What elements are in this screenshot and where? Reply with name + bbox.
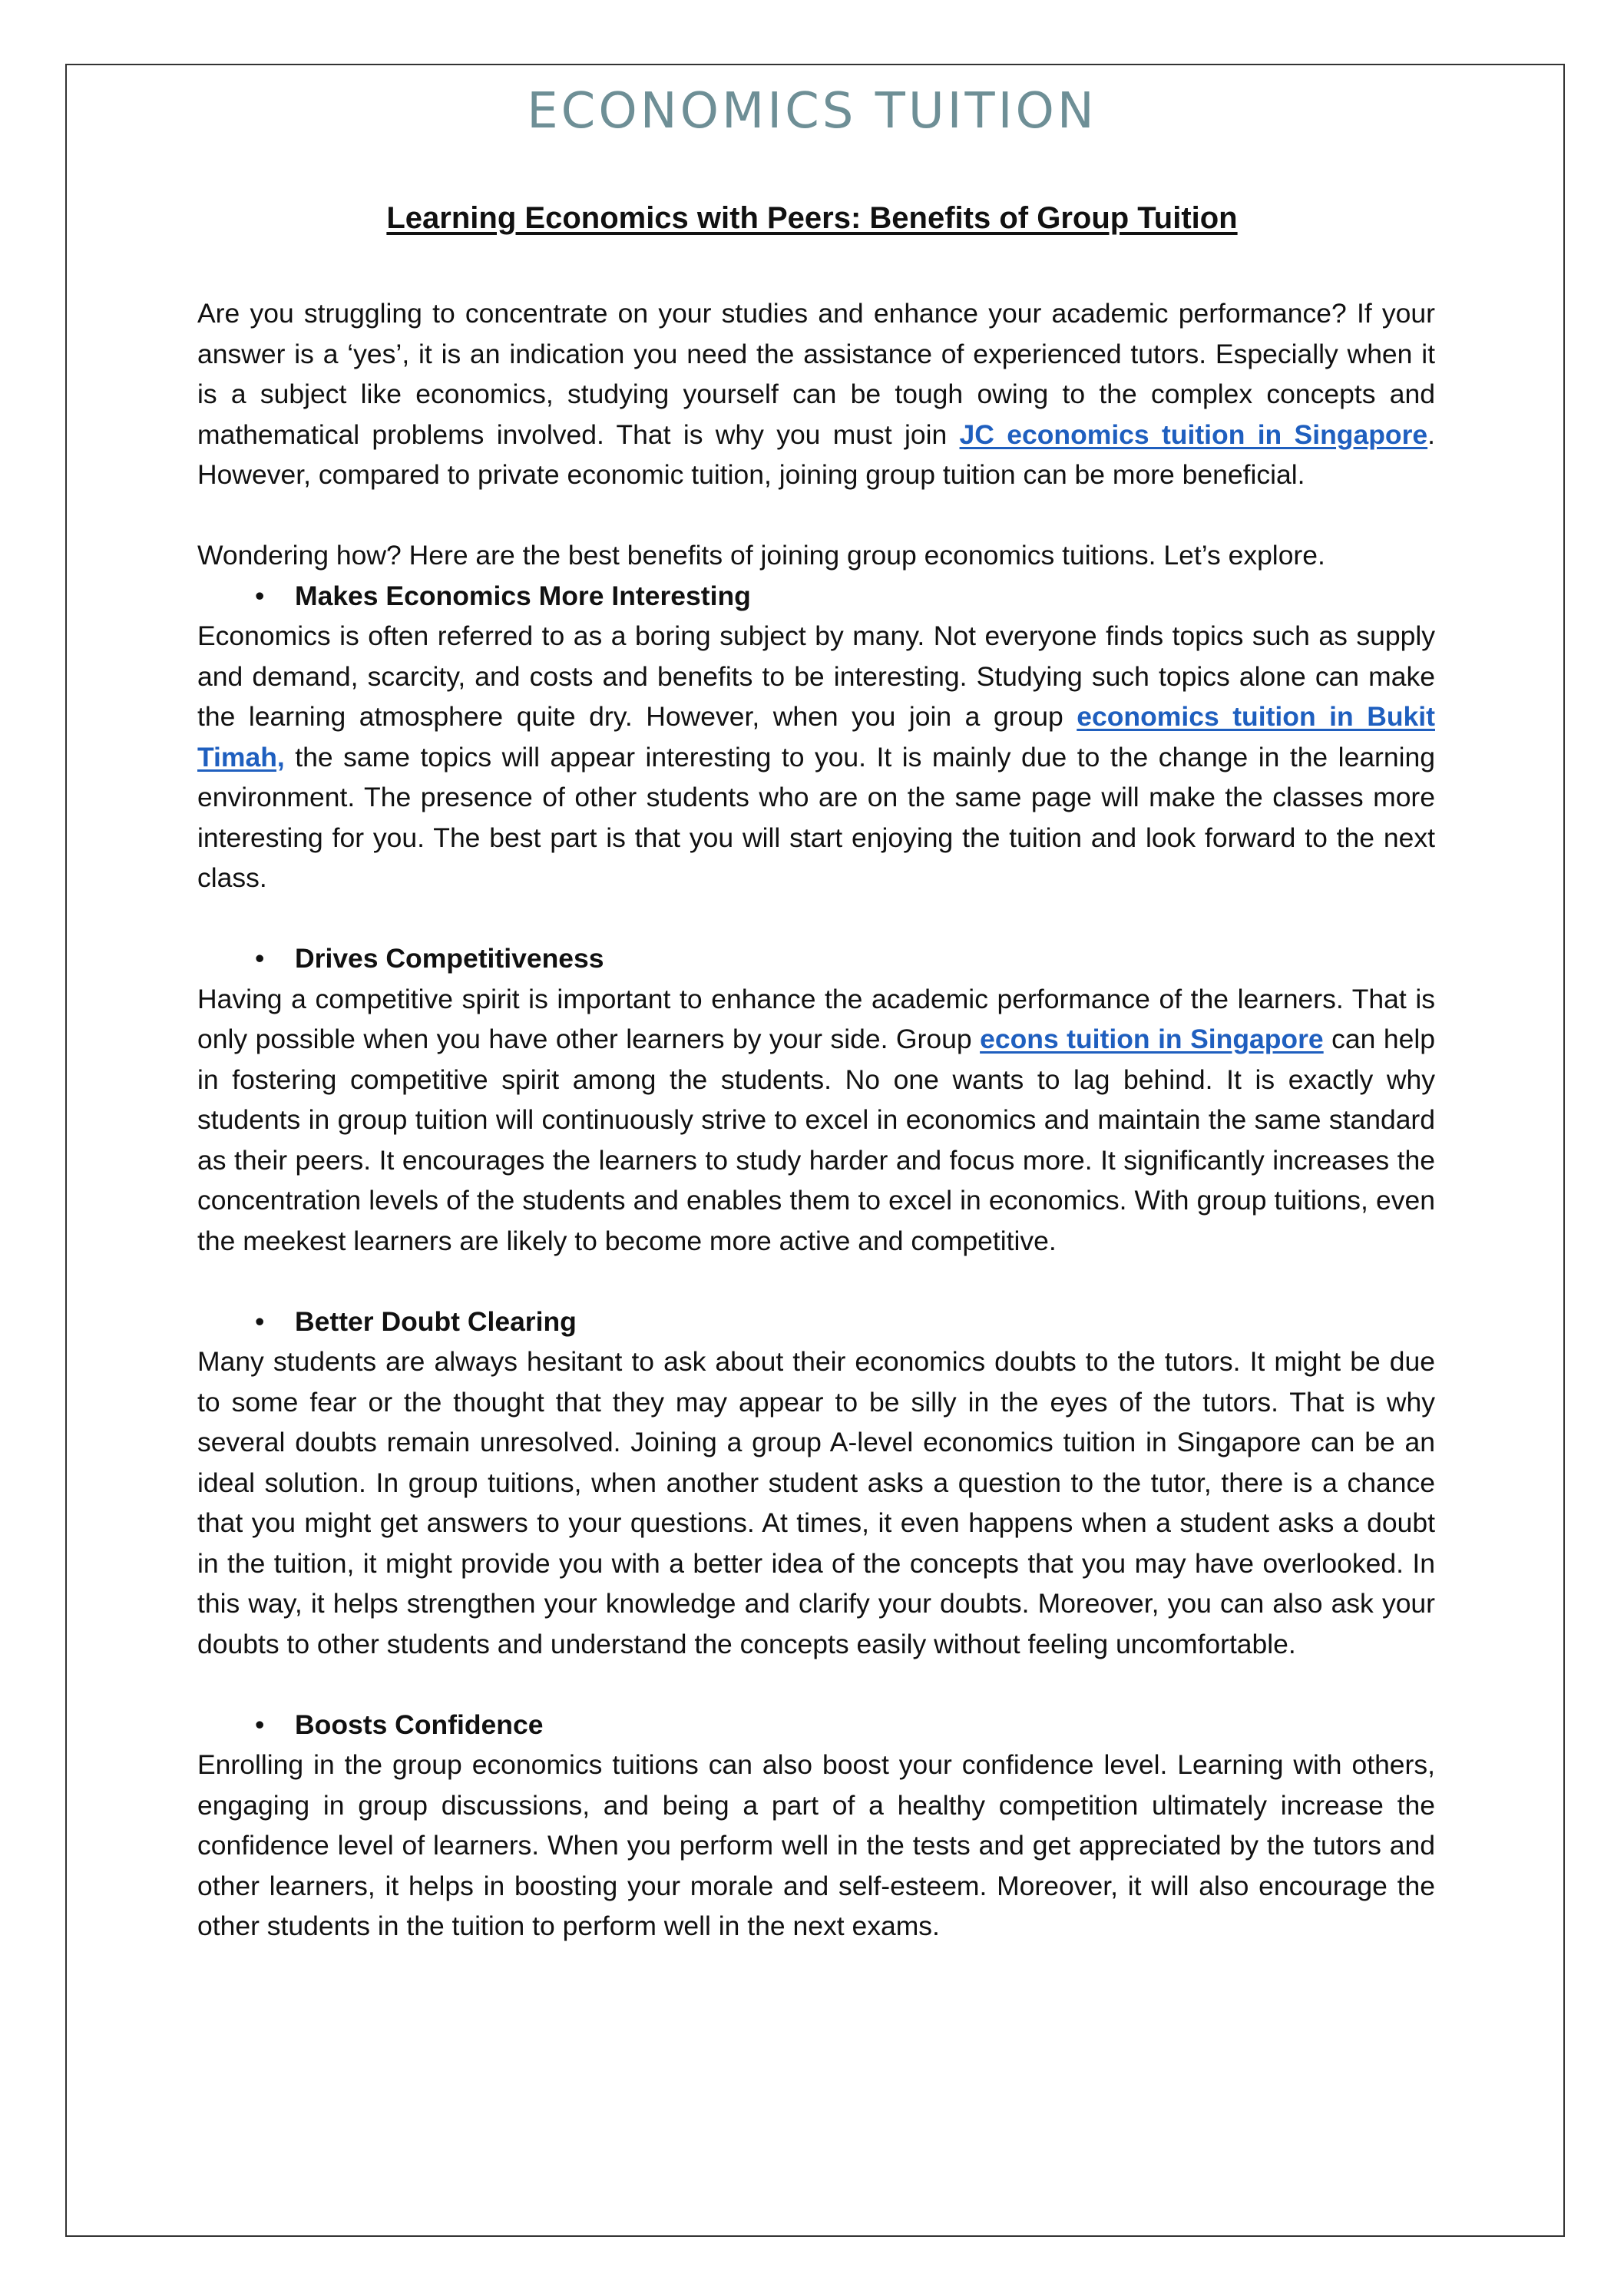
spacer	[197, 495, 1435, 536]
section-heading	[197, 1705, 1435, 1745]
spacer	[197, 1664, 1435, 1705]
section-heading-text: Boosts Confidence	[295, 1709, 544, 1740]
spacer	[197, 1261, 1435, 1302]
bullet-icon: •	[255, 943, 265, 974]
section-heading-text: Makes Economics More Interesting	[295, 580, 751, 611]
intro-text-after-link: . However, compared to private economic tuition, joining group tuition can be more beneficial.	[197, 419, 1435, 490]
econs-tuition-singapore-link[interactable]: econs tuition in Singapore	[980, 1024, 1324, 1054]
section-heading	[197, 938, 1435, 979]
section-text-before-link: Economics is often referred to as a boring subject by many. Not everyone finds topics such as supply and demand, scarcity, and costs and benefits to be interesting. Studying such topics alone can make the learning atmosphere quite dry. However, when you join a group	[197, 620, 1435, 732]
section-heading-text: Drives Competitiveness	[295, 943, 604, 974]
document-body	[197, 293, 1435, 1947]
logo-text: ECONOMICS TUITION	[527, 83, 1097, 140]
section-text-before-link: Having a competitive spirit is important to enhance the academic performance of the learners. That is only possible when you have other learners by your side. Group	[197, 983, 1435, 1054]
section-paragraph: Enrolling in the group economics tuitions can also boost your confidence level. Learning with others, engaging in group discussions, and being a part of a healthy competition ultimately increase the confidence level of learners. When you perform well in the tests and get appreciated by the tutors and other learners, it helps in boosting your morale and self-esteem. Moreover, it will also encourage the other students in the tuition to perform well in the next exams.	[197, 1749, 1435, 1941]
section-text-after-link: can help in fostering competitive spirit among the students. No one wants to lag behind. It is exactly why students in group tuition will continuously strive to excel in economics and maintain the same standard as their peers. It encourages the learners to study harder and focus more. It significantly increases the concentration levels of the students and enables them to excel in economics. With group tuitions, even the meekest learners are likely to become more active and competitive.	[197, 1024, 1435, 1256]
section-paragraph	[197, 616, 1435, 898]
bullet-icon: •	[255, 1305, 265, 1337]
intro-paragraph	[197, 293, 1435, 495]
section-heading-text: Better Doubt Clearing	[295, 1305, 577, 1337]
section-heading	[197, 1302, 1435, 1342]
spacer	[197, 898, 1435, 939]
bukit-timah-tuition-link[interactable]: economics tuition in Bukit Timah,	[197, 701, 1435, 773]
section-heading	[197, 576, 1435, 617]
section-paragraph: Many students are always hesitant to ask about their economics doubts to the tutors. It might be due to some fear or the thought that they may appear to be silly in the eyes of the tutors. That is why several doubts remain unresolved. Joining a group A-level economics tuition in Singapore can be an ideal solution. In group tuitions, when another student asks a question to the tutor, there is a chance that you might get answers to your questions. At times, it even happens when a student asks a doubt in the tuition, it might provide you with a better idea of the concepts that you may have overlooked. In this way, it helps strengthen your knowledge and clarify your doubts. Moreover, you can also ask your doubts to other students and understand the concepts easily without feeling uncomfortable.	[197, 1346, 1435, 1659]
bullet-icon: •	[255, 580, 265, 611]
document-title: Learning Economics with Peers: Benefits of Group Tuition	[386, 201, 1238, 235]
lead-in-paragraph: Wondering how? Here are the best benefits of joining group economics tuitions. Let’s explore.	[197, 540, 1325, 571]
section-text-after-link: the same topics will appear interesting to you. It is mainly due to the change in the learning environment. The presence of other students who are on the same page will make the classes more interesting for you. The best part is that you will start enjoying the tuition and look forward to the next class.	[197, 741, 1435, 893]
jc-economics-tuition-link[interactable]: JC economics tuition in Singapore	[959, 419, 1428, 450]
bullet-icon: •	[255, 1709, 265, 1740]
intro-text-before-link: Are you struggling to concentrate on your studies and enhance your academic performance? If your answer is a ‘yes’, it is an indication you need the assistance of experienced tutors. Especially when it is a subject like economics, studying yourself can be tough owing to the complex concepts and mathematical problems involved. That is why you must join	[197, 298, 1435, 450]
section-paragraph	[197, 979, 1435, 1262]
